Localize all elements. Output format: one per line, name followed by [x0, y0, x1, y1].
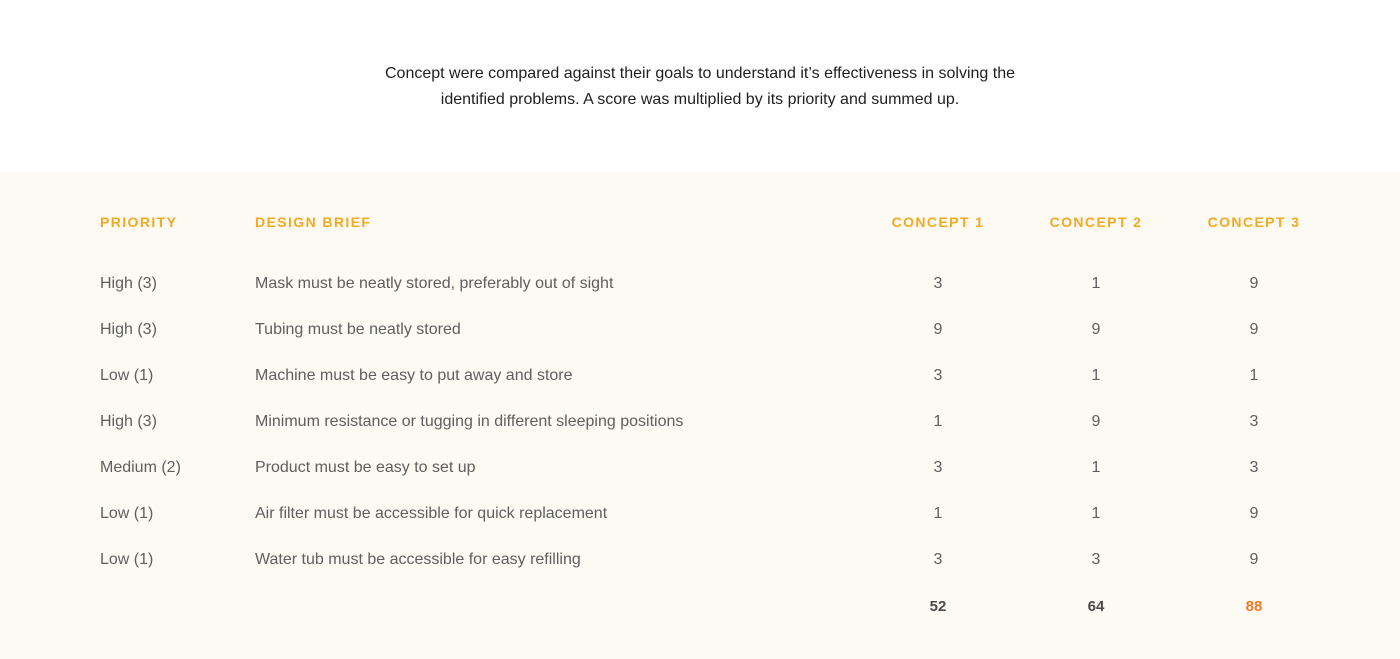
concept-3-total: 88: [1245, 598, 1263, 615]
brief-cell: Machine must be easy to put away and store: [255, 367, 573, 384]
brief-cell: Air filter must be accessible for quick replacement: [255, 505, 608, 522]
table-row: [0, 457, 1400, 479]
intro-paragraph: [360, 61, 1040, 113]
intro-line-2: identified problems. A score was multiplied by its priority and summed up.: [440, 91, 960, 108]
concept-3-score: 9: [1249, 505, 1259, 522]
concept-2-total: 64: [1087, 598, 1105, 615]
concept-1-score: 1: [933, 413, 943, 430]
brief-cell: Product must be easy to set up: [255, 459, 476, 476]
priority-cell: Low (1): [100, 505, 154, 522]
header-concept-1: CONCEPT 1: [891, 214, 985, 230]
totals-row: [0, 596, 1400, 618]
concept-1-score: 3: [933, 275, 943, 292]
intro-line-1: Concept were compared against their goals to understand it’s effectiveness in solving the: [385, 65, 1015, 82]
header-design-brief: DESIGN BRIEF: [255, 214, 372, 230]
table-row: [0, 365, 1400, 387]
brief-cell: Tubing must be neatly stored: [255, 321, 461, 338]
table-row: [0, 411, 1400, 433]
concept-3-score: 1: [1249, 367, 1259, 384]
concept-1-score: 3: [933, 459, 943, 476]
priority-cell: Low (1): [100, 367, 154, 384]
priority-cell: High (3): [100, 275, 157, 292]
concept-3-score: 9: [1249, 551, 1259, 568]
concept-2-score: 1: [1091, 275, 1101, 292]
header-concept-3: CONCEPT 3: [1207, 214, 1301, 230]
concept-2-score: 9: [1091, 321, 1101, 338]
concept-2-score: 1: [1091, 505, 1101, 522]
scoring-table: [0, 172, 1400, 659]
priority-cell: Low (1): [100, 551, 154, 568]
concept-1-score: 3: [933, 551, 943, 568]
concept-3-score: 3: [1249, 413, 1259, 430]
table-row: [0, 319, 1400, 341]
concept-1-score: 9: [933, 321, 943, 338]
concept-2-score: 1: [1091, 367, 1101, 384]
table-row: [0, 549, 1400, 571]
header-priority: PRIORITY: [100, 214, 178, 230]
brief-cell: Water tub must be accessible for easy refilling: [255, 551, 581, 568]
intro-section: [0, 0, 1400, 172]
priority-cell: Medium (2): [100, 459, 181, 476]
concept-1-score: 3: [933, 367, 943, 384]
concept-3-score: 9: [1249, 275, 1259, 292]
header-concept-2: CONCEPT 2: [1049, 214, 1143, 230]
concept-2-score: 1: [1091, 459, 1101, 476]
table-header: [0, 213, 1400, 233]
table-row: [0, 273, 1400, 295]
concept-1-score: 1: [933, 505, 943, 522]
brief-cell: Minimum resistance or tugging in different sleeping positions: [255, 413, 684, 430]
concept-3-score: 3: [1249, 459, 1259, 476]
table-row: [0, 503, 1400, 525]
concept-2-score: 9: [1091, 413, 1101, 430]
priority-cell: High (3): [100, 321, 157, 338]
concept-3-score: 9: [1249, 321, 1259, 338]
brief-cell: Mask must be neatly stored, preferably out of sight: [255, 275, 614, 292]
concept-2-score: 3: [1091, 551, 1101, 568]
priority-cell: High (3): [100, 413, 157, 430]
concept-1-total: 52: [929, 598, 947, 615]
